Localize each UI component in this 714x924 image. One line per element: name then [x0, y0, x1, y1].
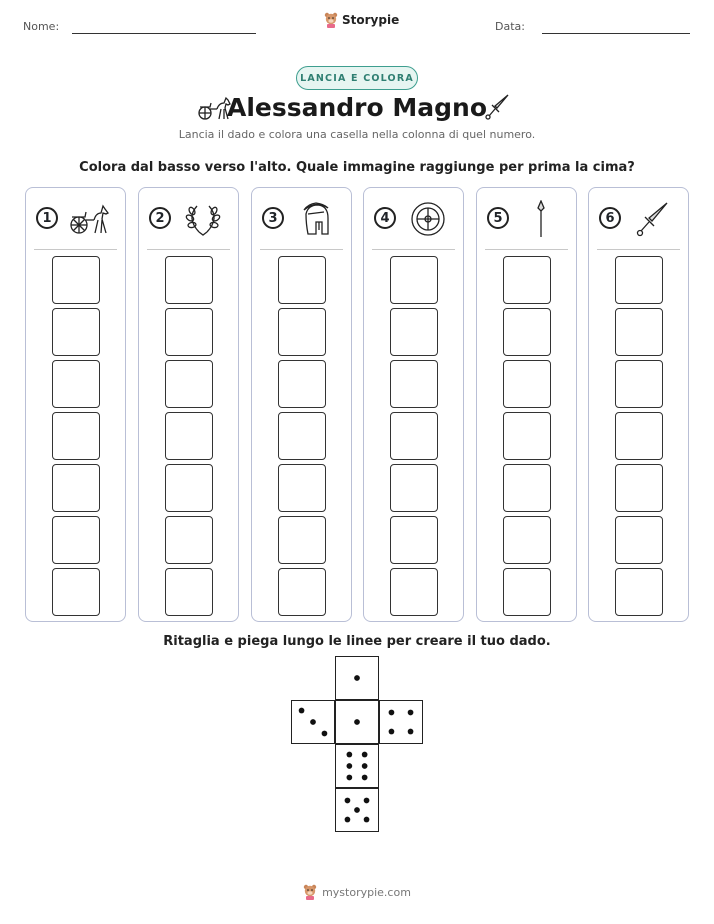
- color-box[interactable]: [503, 360, 551, 408]
- color-box[interactable]: [390, 568, 438, 616]
- column-number: 2: [149, 207, 171, 229]
- color-box[interactable]: [278, 568, 326, 616]
- color-box[interactable]: [52, 308, 100, 356]
- color-box[interactable]: [615, 308, 663, 356]
- dice-column-2: [138, 187, 239, 622]
- sword-icon: [484, 92, 512, 122]
- subtitle: Lancia il dado e colora una casella nella colonna di quel numero.: [178, 128, 536, 141]
- sword-icon: [631, 200, 675, 238]
- activity-badge: LANCIA E COLORA: [296, 66, 418, 90]
- color-box[interactable]: [52, 516, 100, 564]
- color-box[interactable]: [165, 256, 213, 304]
- bear-mascot-icon: [324, 12, 338, 28]
- color-box[interactable]: [278, 464, 326, 512]
- die-pip: [364, 817, 370, 823]
- color-box[interactable]: [390, 464, 438, 512]
- color-box[interactable]: [503, 464, 551, 512]
- page-title: Alessandro Magno: [226, 93, 488, 122]
- die-face-5: [335, 788, 379, 832]
- die-pip: [345, 817, 351, 823]
- brand-name: Storypie: [342, 13, 400, 27]
- die-pip: [362, 752, 368, 758]
- die-face-4: [379, 700, 423, 744]
- die-pip: [354, 719, 360, 725]
- color-box[interactable]: [390, 308, 438, 356]
- die-pip: [347, 763, 353, 769]
- color-box[interactable]: [165, 412, 213, 460]
- die-pip: [347, 752, 353, 758]
- color-box[interactable]: [52, 256, 100, 304]
- column-header: [252, 200, 351, 240]
- date-label: Data:: [495, 20, 525, 33]
- color-box[interactable]: [503, 516, 551, 564]
- chariot-icon: [68, 200, 112, 238]
- column-divider: [147, 249, 230, 250]
- column-header: [364, 200, 463, 240]
- die-pip: [362, 763, 368, 769]
- column-header: [26, 200, 125, 240]
- die-face-1: [335, 700, 379, 744]
- color-box[interactable]: [278, 308, 326, 356]
- color-box[interactable]: [615, 464, 663, 512]
- die-pip: [347, 775, 353, 781]
- color-box[interactable]: [615, 360, 663, 408]
- footer: [0, 884, 714, 900]
- color-box[interactable]: [503, 308, 551, 356]
- color-box[interactable]: [615, 568, 663, 616]
- dice-instruction: Ritaglia e piega lungo le linee per creare il tuo dado.: [163, 634, 551, 649]
- dice-column-1: [25, 187, 126, 622]
- round-shield-icon: [406, 200, 450, 238]
- dice-column-6: [588, 187, 689, 622]
- color-box[interactable]: [52, 464, 100, 512]
- date-line[interactable]: [542, 33, 690, 34]
- die-pip: [408, 710, 414, 716]
- name-line[interactable]: [72, 33, 256, 34]
- color-box[interactable]: [390, 360, 438, 408]
- die-face-3: [291, 700, 335, 744]
- die-face-6: [335, 744, 379, 788]
- die-pip: [389, 729, 395, 735]
- color-box[interactable]: [165, 516, 213, 564]
- die-face-1: [335, 656, 379, 700]
- die-pip: [408, 729, 414, 735]
- die-pip: [322, 731, 328, 737]
- column-divider: [34, 249, 117, 250]
- column-number: 3: [262, 207, 284, 229]
- dice-column-3: [251, 187, 352, 622]
- color-box[interactable]: [390, 412, 438, 460]
- die-pip: [310, 719, 316, 725]
- column-header: [477, 200, 576, 240]
- column-header: [139, 200, 238, 240]
- color-box[interactable]: [615, 516, 663, 564]
- die-pip: [354, 807, 360, 813]
- color-box[interactable]: [390, 256, 438, 304]
- column-divider: [372, 249, 455, 250]
- color-box[interactable]: [390, 516, 438, 564]
- dice-column-5: [476, 187, 577, 622]
- color-box[interactable]: [503, 256, 551, 304]
- color-box[interactable]: [278, 360, 326, 408]
- brand-logo: [324, 12, 399, 28]
- name-label: Nome:: [23, 20, 60, 33]
- column-number: 5: [487, 207, 509, 229]
- color-box[interactable]: [278, 256, 326, 304]
- die-pip: [299, 708, 305, 714]
- color-box[interactable]: [503, 412, 551, 460]
- die-pip: [364, 798, 370, 804]
- die-pip: [354, 675, 360, 681]
- instruction: Colora dal basso verso l'alto. Quale immagine raggiunge per prima la cima?: [79, 160, 635, 175]
- column-header: [589, 200, 688, 240]
- color-box[interactable]: [615, 412, 663, 460]
- footer-url: mystorypie.com: [322, 885, 411, 899]
- color-box[interactable]: [615, 256, 663, 304]
- color-box[interactable]: [165, 308, 213, 356]
- column-number: 4: [374, 207, 396, 229]
- die-pip: [345, 798, 351, 804]
- column-divider: [260, 249, 343, 250]
- die-pip: [362, 775, 368, 781]
- bear-mascot-icon: [303, 884, 317, 900]
- dice-column-4: [363, 187, 464, 622]
- color-box[interactable]: [52, 412, 100, 460]
- column-number: 1: [36, 207, 58, 229]
- color-box[interactable]: [52, 568, 100, 616]
- color-box[interactable]: [278, 516, 326, 564]
- color-box[interactable]: [165, 568, 213, 616]
- spear-icon: [519, 200, 563, 238]
- laurel-wreath-icon: [181, 200, 225, 238]
- die-pip: [389, 710, 395, 716]
- color-box[interactable]: [52, 360, 100, 408]
- greek-helmet-icon: [294, 200, 338, 238]
- color-box[interactable]: [165, 360, 213, 408]
- column-divider: [485, 249, 568, 250]
- color-box[interactable]: [278, 412, 326, 460]
- color-box[interactable]: [165, 464, 213, 512]
- column-number: 6: [599, 207, 621, 229]
- column-divider: [597, 249, 680, 250]
- color-box[interactable]: [503, 568, 551, 616]
